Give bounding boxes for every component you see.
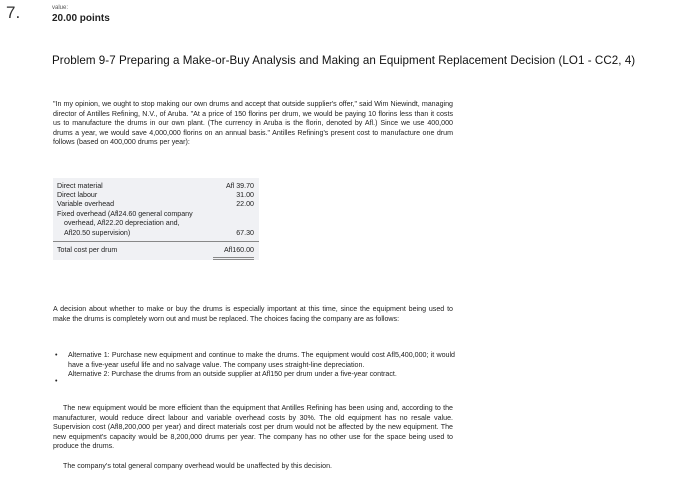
value-label: value: bbox=[52, 5, 69, 11]
total-value: Afl160.00 bbox=[224, 246, 254, 254]
bullet-icon: • bbox=[55, 351, 58, 359]
alternative-item bbox=[55, 351, 455, 370]
cost-row-value: 31.00 bbox=[236, 191, 254, 199]
cost-row-label: Direct material bbox=[57, 182, 103, 190]
total-label: Total cost per drum bbox=[57, 246, 118, 254]
cost-row-label: Variable overhead bbox=[57, 200, 115, 208]
cost-row-value: 67.30 bbox=[236, 229, 254, 237]
bullet-icon: • bbox=[55, 377, 58, 386]
alternative-item bbox=[55, 370, 455, 386]
table-divider bbox=[53, 241, 259, 242]
double-underline-bottom bbox=[213, 259, 254, 260]
cost-table bbox=[53, 178, 259, 260]
intro-paragraph: "In my opinion, we ought to stop making our own drums and accept that outside supplier's offer," said Wim Niewindt, managing director of Antilles Refining, N.V., of Aruba. "At a price of 150 florins per drum, we would be paying 10 florins less than it costs us to manufacture the drums in our own plant. (The currency in Aruba is the florin, denoted by Afl.) Since we use 400,000 drums a year, we would save 4,000,000 florins on an annual basis." Antilles Refining's present cost to manufacture one drum follows (based on 400,000 drums per year): bbox=[53, 100, 453, 147]
cost-row-value: 22.00 bbox=[236, 200, 254, 208]
alternative-text: Alternative 1: Purchase new equipment and continue to make the drums. The equipment would cost Afl5,400,000; it would have a five-year useful life and no salvage value. The company uses straight-line depreciation. bbox=[68, 351, 455, 369]
cost-row-label: Direct labour bbox=[57, 191, 98, 199]
decision-paragraph: A decision about whether to make or buy the drums is especially important at this time, since the equipment being used to make the drums is completely worn out and must be replaced. The choices facing the company are as follows: bbox=[53, 305, 453, 323]
alternative-text: Alternative 2: Purchase the drums from an outside supplier at Afl150 per drum under a five-year contract. bbox=[68, 370, 397, 379]
cost-row-label: overhead, Afl22.20 depreciation and, bbox=[64, 219, 180, 227]
cost-row-label: Fixed overhead (Afl24.60 general company bbox=[57, 210, 193, 218]
question-number: 7. bbox=[6, 3, 21, 22]
overhead-paragraph: The company's total general company overhead would be unaffected by this decision. bbox=[63, 462, 332, 470]
equipment-paragraph: The new equipment would be more efficient than the equipment that Antilles Refining has been using and, according to the manufacturer, would reduce direct labour and variable overhead costs by 30%. The old equipment has no resale value. Supervision cost (Afl8,200,000 per year) and direct materials cost per drum would not be affected by the new equipment. The new equipment's capacity would be 8,200,000 drums per year. The company has no other use for the space being used to produce the drums. bbox=[53, 404, 453, 451]
cost-row-value: Afl 39.70 bbox=[225, 182, 254, 190]
problem-title: Problem 9-7 Preparing a Make-or-Buy Analysis and Making an Equipment Replacement Decision (LO1 - CC2, 4) bbox=[52, 54, 636, 67]
points-value: 20.00 points bbox=[52, 13, 110, 24]
cost-row-label: Afl20.50 supervision) bbox=[64, 229, 131, 237]
double-underline-top bbox=[213, 257, 254, 258]
alternatives-list bbox=[55, 351, 455, 386]
